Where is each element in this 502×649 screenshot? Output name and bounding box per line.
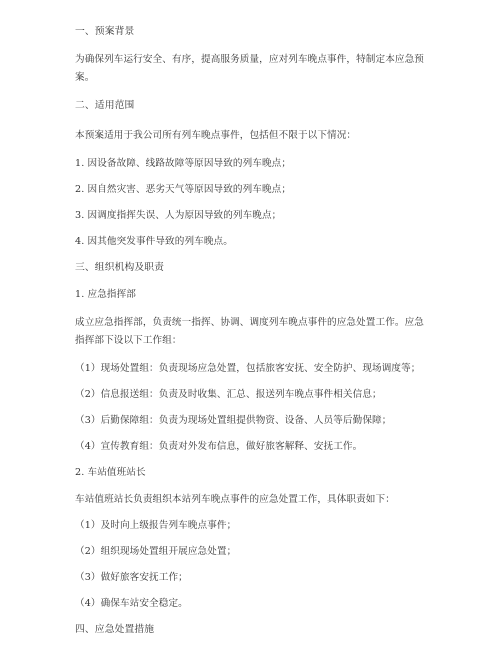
list-item: 4. 因其他突发事件导致的列车晚点。	[75, 236, 233, 247]
list-item: （2）信息报送组：负责及时收集、汇总、报送列车晚点事件相关信息；	[75, 389, 382, 400]
list-item: 2. 因自然灾害、恶劣天气等原因导致的列车晚点；	[75, 184, 292, 195]
list-item: （1）现场处置组：负责现场应急处置，包括旅客安抚、安全防护、现场调度等；	[75, 363, 421, 374]
list-item: （3）做好旅客安抚工作；	[75, 572, 188, 583]
paragraph-line: 车站值班站长负责组织本站列车晚点事件的应急处置工作，具体职责如下：	[75, 494, 395, 505]
list-item: （4）宣传教育组：负责对外发布信息，做好旅客解释、安抚工作。	[75, 441, 363, 452]
list-item: 3. 因调度指挥失误、人为原因导致的列车晚点；	[75, 210, 282, 221]
list-item: （2）组织现场处置组开展应急处置；	[75, 546, 237, 557]
list-item: （4）确保车站安全稳定。	[75, 598, 188, 609]
paragraph-line: 案。	[75, 72, 95, 83]
paragraph-line: 为确保列车运行安全、有序，提高服务质量，应对列车晚点事件，特制定本应急预	[75, 54, 424, 65]
list-item: （1）及时向上级报告列车晚点事件；	[75, 520, 237, 531]
subsection-heading: 2. 车站值班站长	[75, 467, 146, 478]
section-heading-scope: 二、适用范围	[75, 100, 135, 111]
section-heading-measures: 四、应急处置措施	[75, 624, 155, 635]
section-heading-background: 一、预案背景	[75, 26, 135, 37]
list-item: 1. 因设备故障、线路故障等原因导致的列车晚点；	[75, 158, 292, 169]
paragraph-line: 成立应急指挥部，负责统一指挥、协调、调度列车晚点事件的应急处置工作。应急	[75, 317, 424, 328]
paragraph-line: 指挥部下设以下工作组：	[75, 335, 182, 346]
subsection-heading: 1. 应急指挥部	[75, 289, 136, 300]
paragraph-line: 本预案适用于我公司所有列车晚点事件，包括但不限于以下情况：	[75, 130, 357, 141]
section-heading-organization: 三、组织机构及职责	[75, 262, 165, 273]
list-item: （3）后勤保障组：负责为现场处置组提供物资、设备、人员等后勤保障；	[75, 415, 392, 426]
